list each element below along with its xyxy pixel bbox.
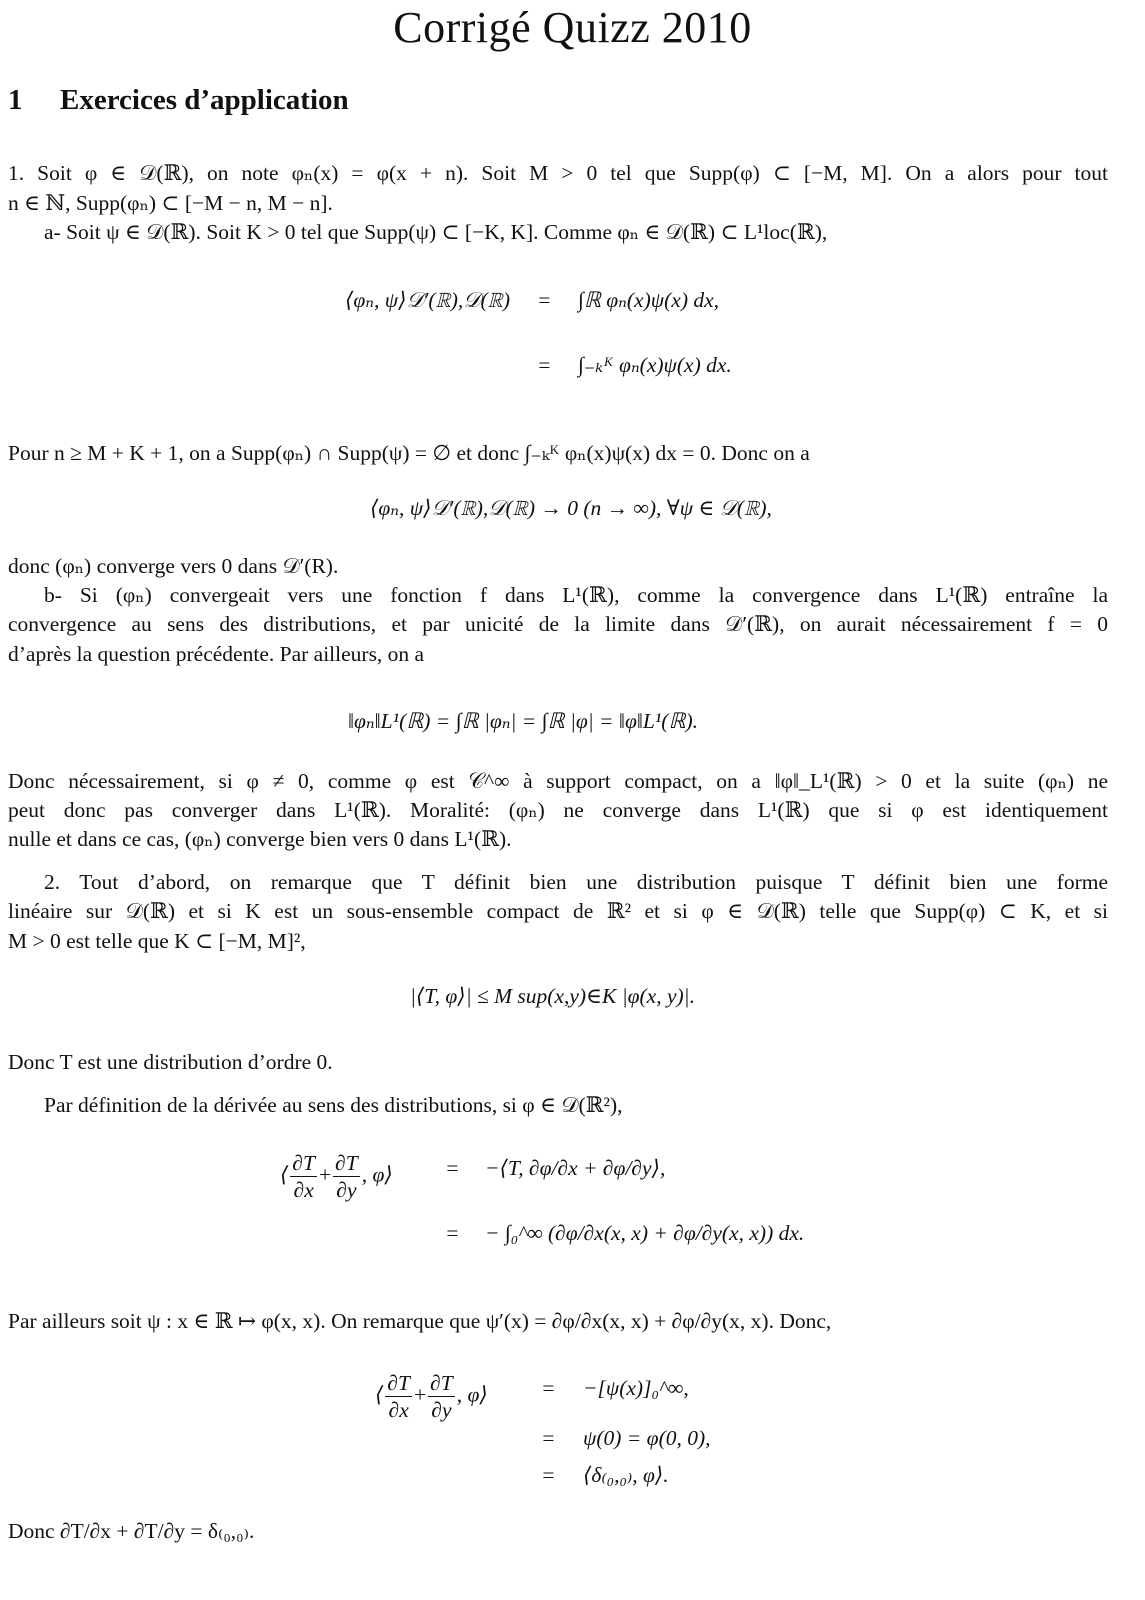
section-title: Exercices d’application (60, 84, 349, 116)
text-line: Donc T est une distribution d’ordre 0. (8, 1050, 333, 1074)
equation-5-row-1: −⟨T, ∂φ/∂x + ∂φ/∂y⟩, (485, 1156, 666, 1180)
equation-6-row-1: −[ψ(x)]₀^∞, (583, 1376, 689, 1400)
equation-5-eq-sign-2: = (445, 1221, 460, 1245)
text-line: linéaire sur 𝒟(ℝ) et si K est un sous-ensemble compact de ℝ² et si φ ∈ 𝒟(ℝ) telle que Supp(φ) ⊂ K, et si (8, 899, 1108, 923)
text-line: peut donc pas converger dans L¹(ℝ). Moralité: (φₙ) ne converge dans L¹(ℝ) que si φ est identiquement (8, 798, 1108, 822)
text-line: 2. Tout d’abord, on remarque que T définit bien une distribution puisque T définit bien une forme (44, 870, 1108, 894)
text-line: Donc nécessairement, si φ ≠ 0, comme φ est 𝒞^∞ à support compact, on a ‖φ‖_L¹(ℝ) > 0 et la suite (φₙ) ne (8, 769, 1108, 793)
equation-1-lhs: ⟨φₙ, ψ⟩𝒟′(ℝ),𝒟(ℝ) (345, 288, 511, 312)
equation-5-row-2: − ∫₀^∞ (∂φ/∂x(x, x) + ∂φ/∂y(x, x)) dx. (485, 1221, 805, 1245)
equation-1-eq-sign-2: = (537, 353, 552, 377)
equation-6-eq-sign-2: = (541, 1426, 556, 1450)
text-line: M > 0 est telle que K ⊂ [−M, M]², (8, 929, 306, 953)
text-line: donc (φₙ) converge vers 0 dans 𝒟′(R). (8, 554, 339, 578)
text-line: Par ailleurs soit ψ : x ∈ ℝ ↦ φ(x, x). On remarque que ψ′(x) = ∂φ/∂x(x, x) + ∂φ/∂y(x, x). Donc, (8, 1309, 832, 1333)
equation-3: ‖φₙ‖L¹(ℝ) = ∫ℝ |φₙ| = ∫ℝ |φ| = ‖φ‖L¹(ℝ). (348, 709, 699, 733)
text-line: convergence au sens des distributions, et par unicité de la limite dans 𝒟′(ℝ), on aurait nécessairement f = 0 (8, 612, 1108, 636)
equation-2: ⟨φₙ, ψ⟩𝒟′(ℝ),𝒟(ℝ) → 0 (n → ∞), ∀ψ ∈ 𝒟(ℝ), (370, 496, 772, 520)
text-line: Pour n ≥ M + K + 1, on a Supp(φₙ) ∩ Supp(ψ) = ∅ et donc ∫₋ₖᴷ φₙ(x)ψ(x) dx = 0. Donc on a (8, 441, 810, 465)
equation-1-eq-sign: = (537, 288, 552, 312)
document-title: Corrigé Quizz 2010 (393, 3, 752, 52)
equation-5-lhs: ⟨ $\frac{\partial T}{\partial x}$ + $\frac{\partial T}{\partial y}$ , φ⟩ (280, 1151, 393, 1202)
text-line: n ∈ ℕ, Supp(φₙ) ⊂ [−M − n, M − n]. (8, 191, 333, 215)
text-line: 1. Soit φ ∈ 𝒟(ℝ), on note φₙ(x) = φ(x + n). Soit M > 0 tel que Supp(φ) ⊂ [−M, M]. On a alors pour tout (8, 161, 1108, 185)
section-heading (8, 84, 349, 117)
text-line: nulle et dans ce cas, (φₙ) converge bien vers 0 dans L¹(ℝ). (8, 827, 512, 851)
text-line: Donc ∂T/∂x + ∂T/∂y = δ₍₀,₀₎. (8, 1519, 255, 1543)
equation-5-eq-sign: = (445, 1156, 460, 1180)
equation-6-row-2: ψ(0) = φ(0, 0), (583, 1426, 711, 1450)
text-line: a- Soit ψ ∈ 𝒟(ℝ). Soit K > 0 tel que Supp(ψ) ⊂ [−K, K]. Comme φₙ ∈ 𝒟(ℝ) ⊂ L¹loc(ℝ), (44, 220, 828, 244)
equation-6-eq-sign-3: = (541, 1463, 556, 1487)
text-line: Par définition de la dérivée au sens des distributions, si φ ∈ 𝒟(ℝ²), (44, 1093, 623, 1117)
equation-1-row-2: ∫₋ₖᴷ φₙ(x)ψ(x) dx. (578, 353, 732, 377)
equation-4: |⟨T, φ⟩| ≤ M sup(x,y)∈K |φ(x, y)|. (410, 984, 695, 1008)
text-line: d’après la question précédente. Par ailleurs, on a (8, 642, 425, 666)
equation-6-row-3: ⟨δ₍₀,₀₎, φ⟩. (583, 1463, 669, 1487)
section-number: 1 (8, 84, 23, 116)
equation-6-lhs: ⟨ $\frac{\partial T}{\partial x}$ + $\frac{\partial T}{\partial y}$ , φ⟩ (375, 1371, 488, 1422)
equation-1-row-1: ∫ℝ φₙ(x)ψ(x) dx, (578, 288, 720, 312)
equation-6-eq-sign: = (541, 1376, 556, 1400)
text-line: b- Si (φₙ) convergeait vers une fonction f dans L¹(ℝ), comme la convergence dans L¹(ℝ) entraîne la (44, 583, 1108, 607)
